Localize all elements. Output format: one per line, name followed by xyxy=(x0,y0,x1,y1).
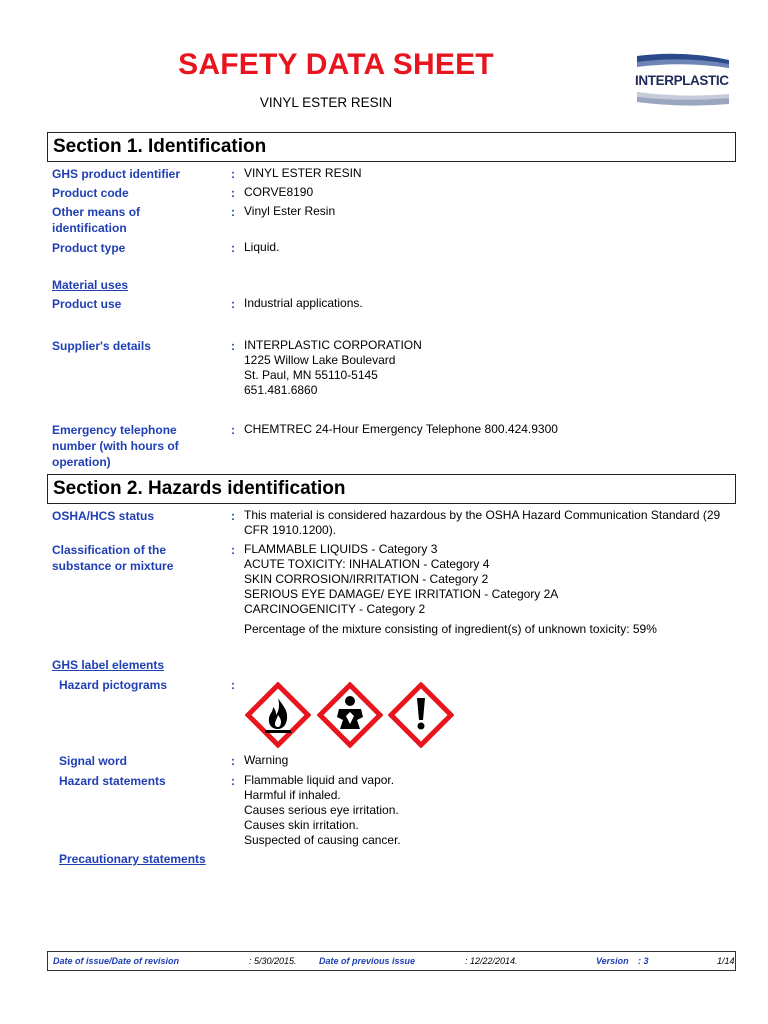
classification-line: SKIN CORROSION/IRRITATION - Category 2 xyxy=(244,572,489,586)
product-use-value: Industrial applications. xyxy=(244,296,363,310)
colon: : xyxy=(231,339,235,353)
emergency-telephone-value: CHEMTREC 24-Hour Emergency Telephone 800.424.9300 xyxy=(244,422,558,436)
document-subtitle: VINYL ESTER RESIN xyxy=(259,95,393,110)
date-of-previous-issue-value: : 12/22/2014. xyxy=(465,956,518,966)
colon: : xyxy=(231,774,235,788)
version-value: : 3 xyxy=(638,956,649,966)
version-label: Version xyxy=(596,956,629,966)
page-number: 1/14 xyxy=(717,956,735,966)
classification-line: SERIOUS EYE DAMAGE/ EYE IRRITATION - Category 2A xyxy=(244,587,559,601)
hazard-statement: Suspected of causing cancer. xyxy=(244,833,401,847)
section-2-heading: Section 2. Hazards identification xyxy=(47,474,736,504)
date-of-issue-value: : 5/30/2015. xyxy=(249,956,297,966)
colon: : xyxy=(231,167,235,181)
osha-hcs-status-label: OSHA/HCS status xyxy=(52,509,155,523)
signal-word-label: Signal word xyxy=(59,754,128,768)
product-code-label: Product code xyxy=(52,186,129,200)
hazard-pictograms-label: Hazard pictograms xyxy=(59,678,168,692)
supplier-line: St. Paul, MN 55110-5145 xyxy=(244,368,378,382)
product-code-value: CORVE8190 xyxy=(244,185,314,199)
document-title: SAFETY DATA SHEET xyxy=(178,48,494,81)
supplier-details-value xyxy=(244,338,724,398)
other-means-label: Other means of identification xyxy=(52,205,141,235)
colon: : xyxy=(231,205,235,219)
precautionary-statements-link[interactable]: Precautionary statements xyxy=(59,852,206,866)
classification-value xyxy=(244,542,724,637)
supplier-line: 651.481.6860 xyxy=(244,383,318,397)
signal-word-value: Warning xyxy=(244,753,289,767)
supplier-line: 1225 Willow Lake Boulevard xyxy=(244,353,396,367)
colon: : xyxy=(231,186,235,200)
product-type-value: Liquid. xyxy=(244,240,280,254)
material-uses-link[interactable]: Material uses xyxy=(52,278,129,292)
date-of-previous-issue-label: Date of previous issue xyxy=(319,956,416,966)
hazard-statement: Flammable liquid and vapor. xyxy=(244,773,395,787)
classification-line: FLAMMABLE LIQUIDS - Category 3 xyxy=(244,542,438,556)
classification-label: Classification of the substance or mixture xyxy=(52,543,174,573)
page-footer xyxy=(47,951,736,971)
health-hazard-icon xyxy=(317,682,383,748)
ghs-label-elements-link[interactable]: GHS label elements xyxy=(52,658,165,672)
colon: : xyxy=(231,297,235,311)
section-1-heading: Section 1. Identification xyxy=(47,132,736,162)
exclamation-mark-icon xyxy=(388,682,454,748)
colon: : xyxy=(231,543,235,557)
other-means-value: Vinyl Ester Resin xyxy=(244,204,336,218)
colon: : xyxy=(231,678,235,692)
hazard-statements-value xyxy=(244,773,724,848)
osha-hcs-status-value: This material is considered hazardous by the OSHA Hazard Communication Standard (29 CFR 1910.1200). xyxy=(244,508,721,537)
supplier-line: INTERPLASTIC CORPORATION xyxy=(244,338,422,352)
hazard-statements-label: Hazard statements xyxy=(59,774,166,788)
colon: : xyxy=(231,509,235,523)
unknown-toxicity-percentage: Percentage of the mixture consisting of ingredient(s) of unknown toxicity: 59% xyxy=(244,622,657,636)
hazard-statement: Causes skin irritation. xyxy=(244,818,359,832)
interplastic-logo xyxy=(633,52,731,108)
date-of-issue-label: Date of issue/Date of revision xyxy=(53,956,180,966)
flame-icon xyxy=(245,682,311,748)
svg-text:INTERPLASTIC: INTERPLASTIC xyxy=(635,73,729,88)
ghs-product-identifier-value: VINYL ESTER RESIN xyxy=(244,166,362,180)
colon: : xyxy=(231,423,235,437)
classification-line: ACUTE TOXICITY: INHALATION - Category 4 xyxy=(244,557,490,571)
hazard-statement: Causes serious eye irritation. xyxy=(244,803,399,817)
colon: : xyxy=(231,754,235,768)
product-use-label: Product use xyxy=(52,297,122,311)
product-type-label: Product type xyxy=(52,241,126,255)
supplier-details-label: Supplier's details xyxy=(52,339,151,353)
classification-line: CARCINOGENICITY - Category 2 xyxy=(244,602,426,616)
ghs-product-identifier-label: GHS product identifier xyxy=(52,167,181,181)
emergency-telephone-label: Emergency telephone number (with hours of operation) xyxy=(52,423,179,469)
hazard-statement: Harmful if inhaled. xyxy=(244,788,341,802)
colon: : xyxy=(231,241,235,255)
